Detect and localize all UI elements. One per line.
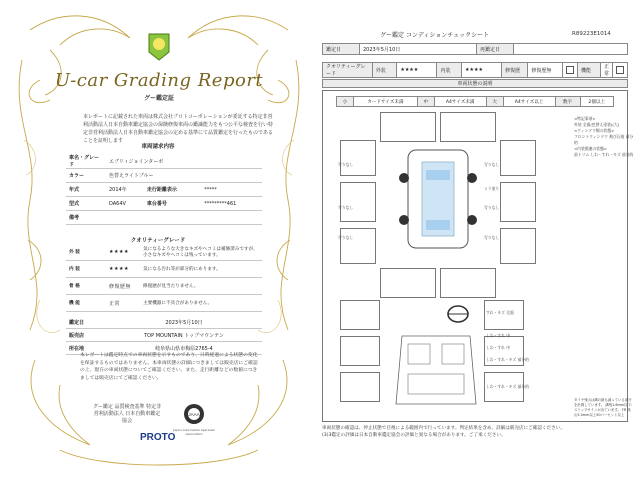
mileage-value: *****: [201, 183, 262, 197]
jaaa-logo-icon: [182, 402, 206, 426]
association-signature: グー鑑定 品質検査基準 特定非営利活動法人 日本自動車鑑定協会: [92, 404, 162, 424]
part-box: [340, 300, 380, 330]
certificate-intro: 本レポートに記載された車両は株式会社プロトコーポレーションが委託する特定非営利活動法人日本自動車鑑定協会の保険修復車両の鑑識能力をもつ公平な検査を行い特定非営利活動法人日本自動車鑑定協会の定める基準にて品質鑑定を行ったものであることを証明します: [83, 114, 274, 144]
vehicle-name-value: エブリィジョインターボ: [106, 154, 262, 169]
note-line: <内装関連の状態>: [574, 146, 607, 151]
sheet-function-label: 機能: [578, 63, 601, 78]
table-row: [66, 329, 262, 342]
part-box: [380, 112, 436, 142]
appraisal-date-value: 2023年5月10日: [106, 316, 262, 329]
size-small-tag: 小: [337, 97, 354, 107]
mileage-label: 走行距離表示: [144, 183, 201, 197]
part-box: [380, 268, 436, 298]
part-box: [440, 112, 496, 142]
part-label: 写りなし: [338, 162, 354, 167]
table-row: [66, 278, 262, 295]
address-value: 岐阜県山県市梅原2765-4: [106, 342, 262, 355]
vehicle-section-title: 車両請求内容: [141, 144, 175, 150]
address-label: 所在地: [66, 342, 106, 355]
part-label: 写りなし: [484, 205, 500, 210]
interior-label: 内 装: [66, 261, 106, 278]
size-medium-text: A4サイズ未満: [434, 97, 486, 107]
chassis-value: *********461: [201, 197, 262, 211]
sheet-repair-value: 修復歴無: [528, 63, 563, 78]
sheet-title: グー鑑定 コンディションチェックシート: [380, 32, 490, 39]
note-line: 外装 全面(色替え塗装)(大): [574, 122, 620, 127]
note-line: 前トリム しわ・すれ・キズ 部分的: [574, 152, 634, 157]
part-label: すれ・キズ 全面: [486, 310, 514, 315]
size-count-tag: 数字: [555, 97, 580, 107]
sheet-function-value: 正常: [600, 63, 612, 78]
table-row: [66, 211, 262, 225]
note-line: <ウィンドウ類の状態>: [574, 128, 615, 133]
special-notes: [574, 116, 634, 158]
remarks-value: [106, 211, 262, 225]
size-large-text: A4サイズ以上: [503, 97, 555, 107]
quality-grade-table: [66, 244, 262, 312]
table-row: [66, 169, 262, 183]
dealer-label: 販売店: [66, 329, 106, 342]
repair-checkbox: [563, 63, 578, 78]
sheet-repair-label: 修復歴: [502, 63, 528, 78]
table-row: [66, 261, 262, 278]
quality-grade-row: [322, 62, 628, 78]
size-medium-tag: 中: [417, 97, 434, 107]
table-row: [66, 154, 262, 169]
appraisal-date-label: 鑑定日: [66, 316, 106, 329]
part-box: [440, 268, 496, 298]
table-row: [66, 197, 262, 211]
part-label: 写りなし: [484, 162, 500, 167]
chassis-label: 車台番号: [144, 197, 201, 211]
interior-text: 気になる汚れ等が部分的にあります。: [140, 261, 262, 278]
exterior-text: 気になるような大きなキズやヘコミは補修済みですが、小さなキズやヘコミは残っています。: [140, 244, 262, 261]
car-interior-diagram: [392, 330, 480, 410]
sheet-interior-stars: ★★★★: [462, 63, 502, 78]
table-row: [66, 295, 262, 312]
quality-grade-title: クオリティーグレード: [130, 238, 186, 244]
sheet-number: R89223E1014: [572, 31, 611, 37]
certificate-note: 本レポートは鑑定時点での車両状態を示すものであり、日時経過による状態の変化を保証するものではありません。本車両状態の詳細につきましては販売店にご確認の上、現在の車両状態についてご確認ください。また、走行距離などの数値につきましては販売店にてご確認ください。: [80, 353, 258, 381]
part-box: [500, 140, 536, 176]
part-box: [500, 182, 536, 222]
sheet-footer-note: 車両状態の確認は、停止状態で目視による範囲内で行っています。判定結果を含め、詳細は販売店にご確認ください。 (3)3鑑定の評価は日本自動車鑑定協会の評価と異なる場合があります。ご了承ください。: [322, 426, 565, 438]
part-label: 写りなし: [338, 235, 354, 240]
part-label: しわ・すれ・キズ 部分的: [486, 357, 529, 362]
dealer-name: TOP MOUNTAIN トップマウンテン: [106, 329, 262, 342]
sheet-exterior-stars: ★★★★: [397, 63, 437, 78]
part-label: しわ・すれ 中: [486, 333, 510, 338]
function-value: 正常: [106, 295, 140, 312]
sheet-quality-label: クオリティーグレード: [323, 63, 373, 78]
vehicle-info-table: [66, 154, 262, 225]
part-label: 写りなし: [484, 235, 500, 240]
function-text: 主要機器に不具合がありません。: [140, 295, 262, 312]
table-row: [323, 44, 628, 55]
part-box: [340, 140, 376, 176]
exterior-stars: ★★★★: [106, 244, 140, 261]
steering-wheel-icon: [446, 304, 470, 324]
tire-note: タイヤ残山は溝の最も減っている部分を計測しています。 溝残1.6mm以下:スリップサインが出ています。 FR 残山5.0mm以上50パーセント以上: [574, 398, 633, 417]
remarks-label: 備考: [66, 211, 106, 225]
condition-section-title: 車両状態の説明: [322, 79, 628, 88]
grading-certificate: [0, 0, 318, 480]
function-label: 機 能: [66, 295, 106, 312]
interior-stars: ★★★★: [106, 261, 140, 278]
frame-label: 骨 格: [66, 278, 106, 295]
car-top-view-diagram: [390, 144, 486, 254]
table-row: [323, 63, 628, 78]
part-box: [340, 372, 380, 402]
table-row: [66, 316, 262, 329]
color-label: カラー: [66, 169, 106, 183]
frame-value: 修復歴無: [106, 278, 140, 295]
sheet-date-value: 2023年5月10日: [360, 44, 477, 55]
certificate-subtitle: グー鑑定証: [143, 95, 174, 102]
size-large-tag: 大: [486, 97, 503, 107]
part-label: しわ・すれ 中: [486, 345, 510, 350]
note-line: <特記事項>: [574, 116, 596, 121]
appraisal-info-table: [66, 316, 262, 355]
color-value: 色替えライトブルー: [106, 169, 262, 183]
note-line: フロントウィンドウ 飛び石痕 部分的: [574, 134, 634, 145]
size-count-text: 2個以上: [580, 97, 613, 107]
year-value: 2014年: [106, 183, 144, 197]
year-label: 年式: [66, 183, 106, 197]
recheck-date-label: 再鑑定日: [477, 44, 514, 55]
sheet-exterior-label: 外装: [372, 63, 397, 78]
table-row: [66, 183, 262, 197]
goo-kantei-badge-icon: [148, 33, 170, 61]
frame-text: 修復歴が見当たりません。: [140, 278, 262, 295]
size-small-text: カードサイズ未満: [354, 97, 418, 107]
exterior-label: 外 装: [66, 244, 106, 261]
part-box: [500, 228, 536, 264]
jaaa-caption: Japan Automobile Appraisal Association: [173, 428, 215, 436]
model-label: 型式: [66, 197, 106, 211]
jaaa-logo-text: JAAA: [188, 412, 200, 417]
part-label: しわ・すれ・キズ 部分的: [486, 384, 529, 389]
recheck-date-value: [514, 44, 628, 55]
table-row: [66, 244, 262, 261]
function-checkbox: [612, 63, 627, 78]
part-label: 写りなし: [338, 205, 354, 210]
model-value: DA64V: [106, 197, 144, 211]
part-box: [340, 336, 380, 366]
report-title: U-car Grading Report: [54, 70, 264, 91]
part-box: [340, 228, 376, 264]
part-box: [340, 182, 376, 222]
part-label: ミラ塗り: [484, 186, 500, 191]
sheet-date-label: 鑑定日: [323, 44, 360, 55]
sheet-interior-label: 内装: [437, 63, 462, 78]
proto-brand-logo: PROTO: [140, 432, 176, 443]
sheet-date-table: [322, 43, 628, 55]
vehicle-name-label: 車名・グレード: [66, 154, 106, 169]
